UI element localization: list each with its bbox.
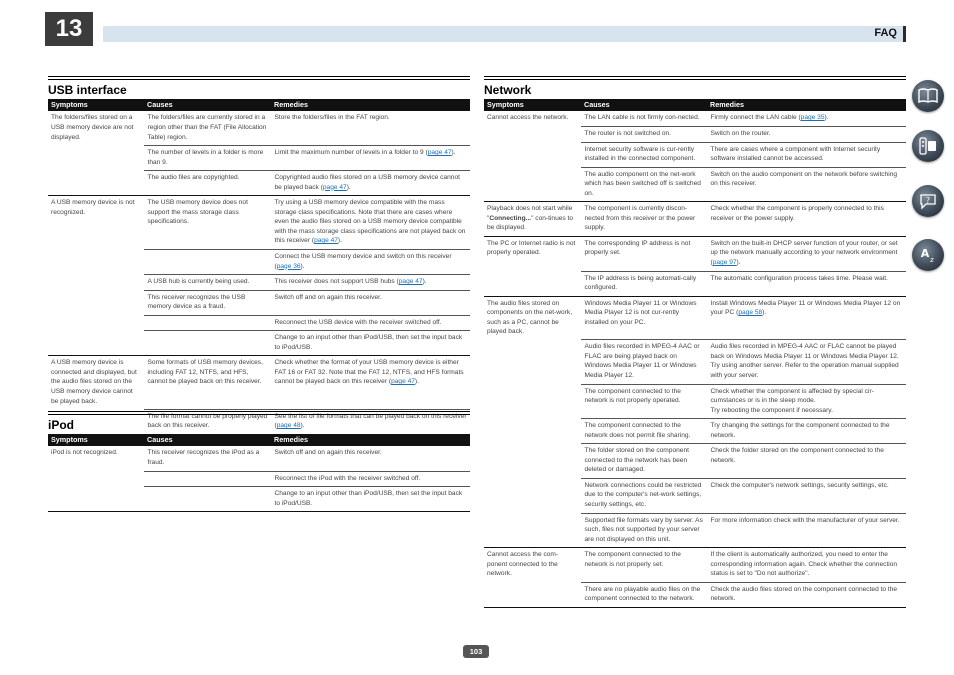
page-number-text: 103	[469, 647, 483, 656]
table-row	[48, 146, 470, 171]
remedy-cell: For more information check with the manufacturer of your server.	[707, 513, 906, 548]
table-row	[484, 419, 906, 444]
causes-header: Causes	[144, 434, 271, 446]
table-row	[484, 513, 906, 548]
table-header-row	[48, 99, 470, 111]
remedy-text: Switch on the built-in DHCP server function of your router, or set up the network manually according to your network environment (	[710, 239, 898, 266]
remedy-cell: Check the audio files stored on the component connected to the network.	[707, 582, 906, 607]
cause-cell: The IP address is being automati-cally configured.	[581, 271, 707, 296]
cause-cell: The file format cannot be properly played back on this receiver.	[144, 409, 271, 434]
page-reference-link[interactable]: page 58	[738, 309, 763, 317]
remedy-cell	[707, 296, 906, 340]
remedy-text: Install Windows Media Player 11 or Windows Media Player 12 on your PC (	[710, 299, 901, 317]
ipod-section-heading	[48, 411, 470, 432]
symptom-cell	[48, 487, 144, 512]
remedy-text: ).	[414, 378, 419, 386]
remedy-cell: Switch off and on again this receiver.	[271, 290, 470, 315]
symptom-cell	[484, 444, 581, 479]
remedy-cell: Switch off and on again this receiver.	[271, 446, 470, 471]
table-row	[48, 487, 470, 512]
remedy-cell: Check whether the component is properly connected to this receiver or the power supply.	[707, 202, 906, 237]
symptom-cell	[484, 478, 581, 513]
cause-cell: The number of levels in a folder is more than 9.	[144, 146, 271, 171]
usb-section-heading	[48, 76, 470, 97]
cause-cell	[144, 331, 271, 356]
cause-cell	[144, 487, 271, 512]
table-row	[484, 236, 906, 271]
symptom-cell: The audio files stored on components on the net-work, such as a PC, cannot be played back.	[487, 299, 573, 336]
table-row	[48, 446, 470, 471]
remedies-header: Remedies	[707, 99, 906, 111]
remedies-header: Remedies	[271, 434, 470, 446]
network-section-heading	[484, 76, 906, 97]
remedy-cell	[707, 236, 906, 271]
symptom-cell	[48, 290, 144, 315]
remedy-cell: Check whether the component is affected by special cir-cumstances or is in the sleep mode. Try rebooting the component if necessary.	[707, 384, 906, 419]
remedy-cell: Audio files recorded in MPEG-4 AAC or FLAC cannot be played back on Windows Media Player 11 or Windows Media Player 12. Try using another server. Refer to the operation manual supplied with your server.	[707, 340, 906, 384]
remedy-text: ).	[422, 278, 427, 286]
remote-control-icon[interactable]	[912, 130, 944, 162]
table-row	[484, 582, 906, 607]
cause-cell: Internet security software is cur-rently installed in the connected component.	[581, 142, 707, 167]
ipod-faq-table	[48, 434, 470, 512]
remedy-text: This receiver does not support USB hubs (	[274, 278, 399, 286]
cause-cell: This receiver recognizes the USB memory device as a fraud.	[144, 290, 271, 315]
table-row	[484, 478, 906, 513]
usb-faq-table	[48, 99, 470, 435]
remedy-cell: Store the folders/files in the FAT region.	[271, 111, 470, 145]
table-row	[484, 296, 906, 340]
cause-cell	[144, 471, 271, 487]
ipod-section-title: iPod	[48, 418, 74, 432]
table-row	[484, 126, 906, 142]
cause-cell: The USB memory device does not support the mass storage class specifications.	[144, 196, 271, 250]
cause-cell: Network connections could be restricted due to the computer's net-work settings, security settings, etc.	[581, 478, 707, 513]
symptom-cell	[484, 340, 581, 384]
table-row	[484, 548, 906, 583]
causes-header: Causes	[581, 99, 707, 111]
table-row	[484, 167, 906, 202]
faq-icon[interactable]	[912, 185, 944, 217]
svg-text:z: z	[930, 256, 934, 264]
remedy-cell: Reconnect the USB device with the receiver switched off.	[271, 315, 470, 331]
page-reference-link[interactable]: page 47	[322, 183, 347, 191]
remedy-text: ).	[337, 237, 342, 245]
cause-cell: There are no playable audio files on the component connected to the network.	[581, 582, 707, 607]
table-row	[48, 331, 470, 356]
symptom-cell	[484, 384, 581, 419]
remedy-text: Firmly connect the LAN cable (	[710, 114, 801, 122]
remedy-text: ).	[824, 114, 829, 122]
remedy-text: Try using a USB memory device compatible with the mass storage class specifications. Note that there are cases where even the audio files stored on a USB memory device compatible with the mass storage class specifications are not played back on this receiver (	[274, 199, 466, 245]
remedy-cell	[271, 275, 470, 291]
symptom-cell: The PC or Internet radio is not properly operated.	[487, 239, 576, 257]
symptom-cell	[484, 419, 581, 444]
symptom-cell: Cannot access the com-ponent connected to the network.	[487, 551, 559, 578]
table-row	[484, 202, 906, 237]
table-row	[484, 444, 906, 479]
page-reference-link[interactable]: page 35	[800, 114, 825, 122]
remedy-text: ).	[300, 262, 305, 270]
remedy-cell	[707, 111, 906, 126]
cause-cell	[144, 315, 271, 331]
cause-cell: Supported file formats vary by server. As such, files not supported by your server are not displayed on this unit.	[581, 513, 707, 548]
cause-cell: This receiver recognizes the iPod as a fraud.	[144, 446, 271, 471]
remedy-text: ).	[736, 259, 741, 266]
cause-cell: The LAN cable is not firmly con-nected.	[581, 111, 707, 126]
header-label: FAQ	[874, 27, 897, 39]
remedy-cell	[271, 250, 470, 275]
remedy-cell: Check the computer's network settings, security settings, etc.	[707, 478, 906, 513]
table-row	[484, 142, 906, 167]
cause-cell: The component connected to the network is not properly set.	[581, 548, 707, 583]
symptom-cell	[484, 167, 581, 202]
svg-text:A: A	[920, 247, 930, 260]
symptom-cell	[48, 275, 144, 291]
remedy-cell	[271, 196, 470, 250]
cause-cell: Windows Media Player 11 or Windows Media Player 12 is not cur-rently installed on your PC.	[581, 296, 707, 340]
remedy-text: Check whether the format of your USB memory device is either FAT 16 or FAT 32. Note that the FAT 12, NTFS, and HFS formats cannot be played back on this receiver (	[274, 359, 464, 386]
cause-cell: The component is currently discon-nected from this receiver or the power supply.	[581, 202, 707, 237]
table-row	[48, 356, 470, 409]
network-faq-table	[484, 99, 906, 608]
cause-cell: The router is not switched on.	[581, 126, 707, 142]
remedy-cell	[271, 356, 470, 409]
symptoms-header: Symptoms	[484, 99, 581, 111]
symptom-cell: Cannot access the network.	[487, 114, 569, 122]
remedy-text: ).	[346, 183, 351, 191]
cause-cell: A USB hub is currently being used.	[144, 275, 271, 291]
header-bar	[103, 26, 906, 42]
page-reference-link[interactable]: page 36	[276, 262, 301, 270]
symptom-cell	[484, 271, 581, 296]
table-row	[48, 171, 470, 196]
network-section-title: Network	[484, 83, 532, 97]
cause-cell: Audio files recorded in MPEG-4 AAC or FLAC are being played back on Windows Media Player 11 or Windows Media Player 12.	[581, 340, 707, 384]
symptom-cell: A USB memory device is not recognized.	[51, 199, 135, 216]
cause-cell: The component connected to the network is not properly operated.	[581, 384, 707, 419]
table-header-row	[484, 99, 906, 111]
remedy-cell: Try changing the settings for the component connected to the network.	[707, 419, 906, 444]
cause-cell: The audio files are copyrighted.	[144, 171, 271, 196]
symptom-cell: The folders/files stored on a USB memory device are not displayed.	[51, 114, 134, 141]
remedy-cell: There are cases where a component with Internet security software installed cannot be accessed.	[707, 142, 906, 167]
remedies-header: Remedies	[271, 99, 470, 111]
remedy-cell	[271, 146, 470, 171]
symptom-text: " con-tinues to be displayed.	[487, 214, 574, 232]
remedy-cell	[271, 171, 470, 196]
page-reference-link[interactable]: page 47	[391, 378, 415, 386]
chapter-number-tab	[45, 12, 93, 46]
table-row	[484, 111, 906, 126]
remedy-cell: Change to an input other than iPod/USB, then set the input back to iPod/USB.	[271, 331, 470, 356]
remedy-cell: Check the folder stored on the component connected to the network.	[707, 444, 906, 479]
remedy-cell: Switch on the audio component on the network before switching on this receiver.	[707, 167, 906, 202]
table-row	[484, 384, 906, 419]
usb-section-title: USB interface	[48, 83, 127, 97]
symptom-cell	[484, 513, 581, 548]
symptom-cell: A USB memory device is connected and displayed, but the audio files stored on the USB memory device cannot be played back.	[51, 359, 137, 405]
remedy-text: Copyrighted audio files stored on a USB memory device cannot be played back (	[274, 174, 460, 191]
page-reference-link[interactable]: page 47	[314, 237, 338, 245]
table-row	[48, 471, 470, 487]
table-row	[48, 275, 470, 291]
table-row	[48, 196, 470, 250]
symptom-text: Playback does not start while "	[487, 205, 573, 222]
causes-header: Causes	[144, 99, 271, 111]
table-row	[48, 250, 470, 275]
cause-cell: The folders/files are currently stored in a region other than the FAT (File Allocation Table) region.	[144, 111, 271, 145]
remedy-cell: The automatic configuration process takes time. Please wait.	[707, 271, 906, 296]
remedy-text: ).	[451, 149, 456, 157]
remedy-text: ).	[762, 309, 767, 317]
cause-cell: The corresponding IP address is not properly set.	[581, 236, 707, 271]
remedy-cell: Reconnect the iPod with the receiver switched off.	[271, 471, 470, 487]
table-header-row	[48, 434, 470, 446]
table-row	[48, 111, 470, 145]
page-reference-link[interactable]: page 47	[427, 149, 452, 157]
table-row	[48, 290, 470, 315]
remedy-cell: Switch on the router.	[707, 126, 906, 142]
remedy-text: Connect the USB memory device and switch on this receiver (	[274, 253, 452, 270]
symptom-cell	[48, 331, 144, 356]
symptom-cell	[484, 142, 581, 167]
table-row	[48, 315, 470, 331]
glossary-icon[interactable]	[912, 239, 944, 271]
symptom-cell: iPod is not recognized.	[51, 449, 118, 457]
page-reference-link[interactable]: page 48	[276, 422, 301, 430]
symptoms-header: Symptoms	[48, 434, 144, 446]
symptom-cell	[48, 315, 144, 331]
remedy-text: Limit the maximum number of levels in a folder to 9 (	[274, 149, 428, 157]
page-number	[463, 645, 489, 658]
symptom-cell	[48, 146, 144, 171]
table-row	[484, 340, 906, 384]
symptom-cell	[48, 250, 144, 275]
remedy-text: ).	[300, 422, 305, 430]
cause-cell: The component connected to the network does not permit file sharing.	[581, 419, 707, 444]
symptom-cell	[484, 582, 581, 607]
symptom-status-text: Connecting...	[489, 214, 532, 222]
cause-cell: The folder stored on the component connected to the network has been deleted or damaged.	[581, 444, 707, 479]
manual-icon[interactable]	[912, 80, 944, 112]
page-reference-link[interactable]: page 97	[712, 259, 737, 266]
symptom-cell	[484, 126, 581, 142]
cause-cell	[144, 250, 271, 275]
remedy-text: See the list of file formats that can be played back on this receiver (	[274, 412, 467, 430]
symptoms-header: Symptoms	[48, 99, 144, 111]
symptom-cell	[48, 471, 144, 487]
cause-cell: The audio component on the net-work which has been switched off is switched on.	[581, 167, 707, 202]
chapter-number: 13	[55, 15, 83, 42]
svg-text:?: ?	[925, 196, 931, 205]
remedy-cell: If the client is automatically authorized, you need to enter the corresponding information again. Check whether the connection status is set to "Do not authorize".	[707, 548, 906, 583]
symptom-cell	[48, 171, 144, 196]
table-row	[484, 271, 906, 296]
remedy-cell: Change to an input other than iPod/USB, then set the input back to iPod/USB.	[271, 487, 470, 512]
page-reference-link[interactable]: page 47	[398, 278, 423, 286]
cause-cell: Some formats of USB memory devices, including FAT 12, NTFS, and HFS, cannot be played back on this receiver.	[144, 356, 271, 409]
symptom-cell	[484, 202, 581, 237]
